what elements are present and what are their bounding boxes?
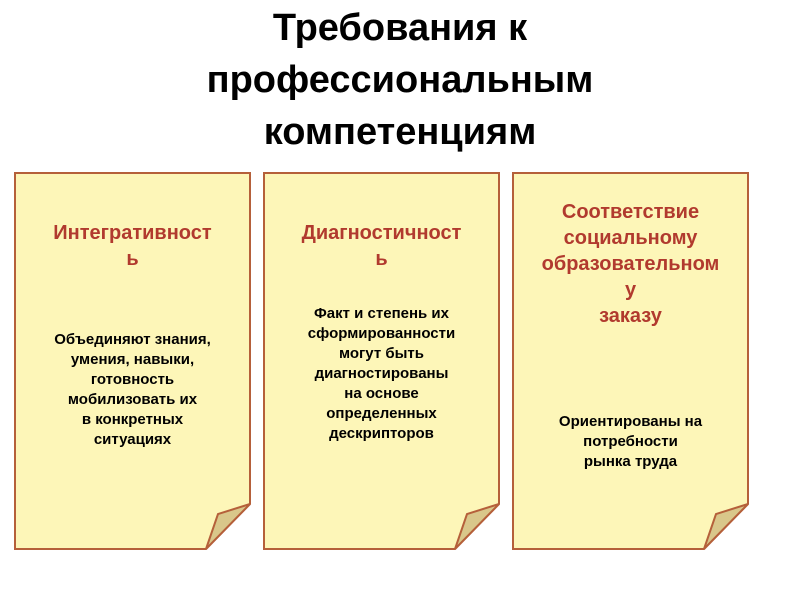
card-body (20, 330, 245, 450)
card-body-line: сформированности (307, 325, 456, 342)
card-body-line: дескрипторов (329, 425, 434, 442)
card-heading-line: заказу (599, 305, 662, 327)
card-body-line: мобилизовать их (67, 391, 198, 408)
card-body-line: готовность (90, 371, 175, 388)
card-body-line: в конкретных (81, 411, 184, 428)
card-body-line: определенных (326, 405, 437, 422)
card-heading-line: у (624, 279, 637, 301)
card-body-line: рынка труда (583, 453, 678, 470)
card-body-line: ситуациях (93, 431, 172, 448)
card-body-line: на основе (344, 385, 419, 402)
card-body-line: умения, навыки, (70, 351, 195, 368)
card-body-line: Объединяют знания, (54, 331, 211, 348)
card-body-line: потребности (583, 433, 678, 450)
card-body-line: диагностированы (314, 365, 449, 382)
card-body-line: могут быть (339, 345, 424, 362)
card-heading-line: образовательном (541, 253, 720, 275)
card-heading-line: ь (375, 248, 388, 270)
card-heading (269, 220, 494, 272)
title-line: Требования к (272, 7, 528, 49)
title-line: профессиональным (206, 59, 594, 101)
card-heading-line: Интегративност (53, 222, 212, 244)
slide-title (0, 2, 800, 158)
title-line: компетенциям (263, 111, 537, 153)
card-heading (20, 220, 245, 272)
card-body (269, 304, 494, 444)
card-heading-line: социальному (563, 227, 698, 249)
card-integrativity (14, 172, 251, 550)
card-social-order (512, 172, 749, 550)
card-heading (518, 199, 743, 329)
card-body-line: Факт и степень их (314, 305, 449, 322)
card-body-line: Ориентированы на (558, 413, 703, 430)
card-heading-line: Диагностичност (301, 222, 462, 244)
card-heading-line: ь (126, 248, 139, 270)
card-body (518, 412, 743, 472)
card-heading-line: Соответствие (561, 201, 700, 223)
card-diagnosability (263, 172, 500, 550)
